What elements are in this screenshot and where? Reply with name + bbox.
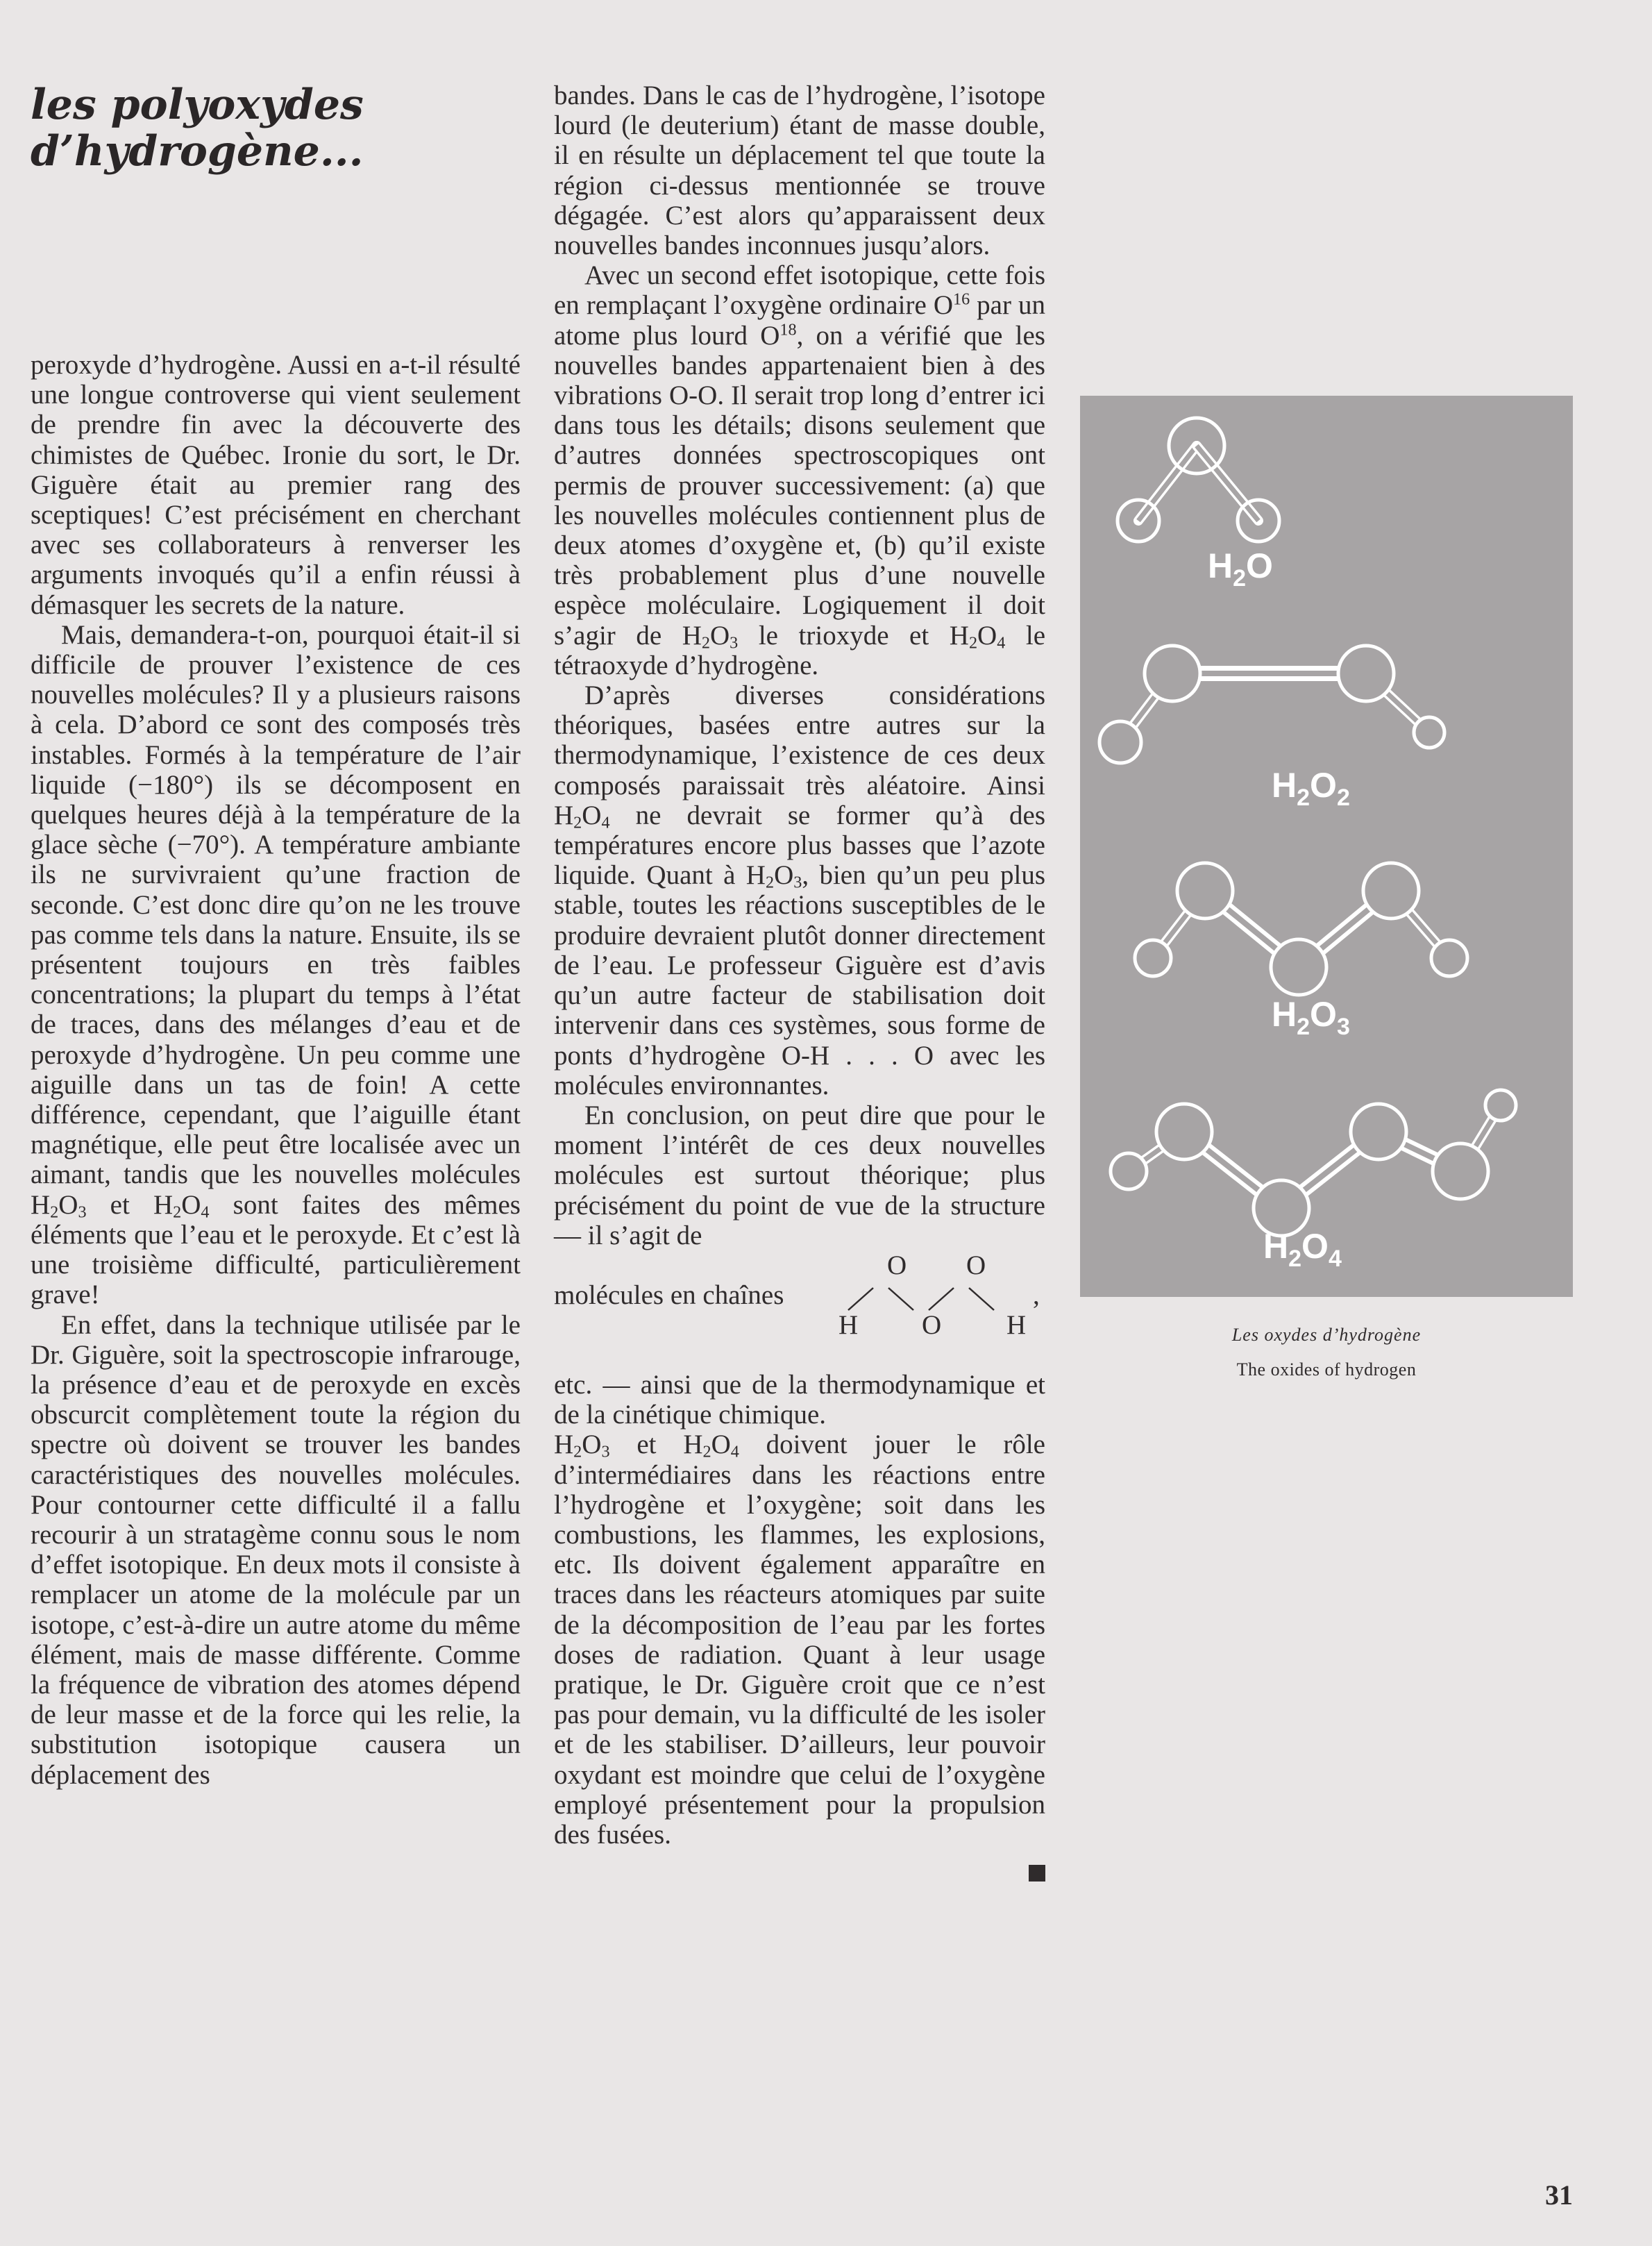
formula-h2o4: $H_2O_4$: [683, 1430, 739, 1461]
text-column-middle: [554, 81, 1045, 1886]
label-h2o: $H_2O$: [1208, 546, 1273, 592]
molecule-figure: [1080, 396, 1573, 1297]
formula-h2o3: $H_2O_3$: [745, 860, 802, 892]
chain-o-right: O: [966, 1250, 986, 1280]
end-mark: [1029, 1865, 1045, 1882]
formula-h2o4: $H_2O_4$: [153, 1189, 210, 1221]
text-column-left: [31, 350, 521, 1790]
chain-h-left: H: [838, 1309, 859, 1340]
chain-o-left: O: [887, 1250, 907, 1280]
formula-h2o3: $H_2O_3$: [554, 1430, 610, 1461]
label-h2o2: $H_2O_2$: [1272, 766, 1350, 811]
paragraph: D’après diverses considérations théoriques, basées entre autres sur la thermodynamique, l’existence de ces deux composés paraissait très aléatoire. Ainsi $H_2O_4$ ne devrait se former qu’à des températures encore plus basses que l’azote liquide. Quant à $H_2O_3$, bien qu’un peu plus stable, toutes les réactions susceptibles de le produire devraient plutôt donner directement de l’eau. Le professeur Giguère est d’avis qu’un autre facteur de stabilisation doit intervenir dans ces systèmes, sous forme de ponts d’hydrogène O-H . . . O avec les molécules environnantes.: [554, 680, 1046, 1100]
figure-caption-french: Les oxydes d’hydrogène: [1231, 1325, 1422, 1345]
formula-h2o3: $H_2O_3$: [31, 1189, 87, 1221]
paragraph: En conclusion, on peut dire que pour le moment l’intérêt de ces deux nouvelles molécules est surtout théorique; plus précisément du point de vue de la structure — il s’agit de: [554, 1100, 1045, 1250]
paragraph: etc. — ainsi que de la thermodynamique et de la cinétique chimique.: [554, 1369, 1045, 1430]
page-number: 31: [1545, 2179, 1573, 2211]
formula-h2o4: $H_2O_4$: [949, 620, 1006, 652]
molecule-diagrams: [1080, 396, 1573, 1297]
paragraph: Avec un second effet isotopique, cette fois en remplaçant l’oxygène ordinaire $O^{16}$ par un atome plus lourd $O^{18}$, on a vérifié que les nouvelles bandes appartenaient bien à des vibrations O-O. Il serait trop long d’entrer ici dans tous les détails; disons seulement que d’autres données spectroscopiques ont permis de prouver successivement: (a) que les nouvelles molécules contiennent plus de deux atomes d’oxygène et, (b) qu’il existe très probablement plus d’une nouvelle espèce moléculaire. Logiquement il doit s’agir de $H_2O_3$ le trioxyde et $H_2O_4$ le tétraoxyde d’hydrogène.: [554, 260, 1046, 680]
label-h2o3: $H_2O_3$: [1272, 995, 1350, 1040]
article-title: les polyoxydes d’hydrogène...: [31, 81, 364, 176]
paragraph: Mais, demandera-t-on, pourquoi était-il si difficile de prouver l’existence de ces nouvelles molécules? Il y a plusieurs raisons à cela. D’abord ce sont des composés très instables. Formés à la température de l’air liquide (−180°) ils se décomposent en quelques heures déjà à la température de la glace sèche (−70°). A température ambiante ils ne survivraient qu’une fraction de seconde. C’est donc dire qu’on ne les trouve pas comme tels dans la nature. Ensuite, ils se présentent toujours en très faibles concentrations; la plupart du temps à l’état de traces, dans des mélanges d’eau et de peroxyde d’hydrogène. Un peu comme une aiguille dans un tas de foin! A cette différence, cependant, que l’aiguille étant magnétique, elle peut être localisée avec un aimant, tandis que les nouvelles molécules $H_2O_3$ et $H_2O_4$ sont faites des mêmes éléments que l’eau et le peroxyde. Et c’est là une troisième difficulté, particulièrement grave!: [31, 619, 521, 1310]
formula-h2o4: $H_2O_4$: [554, 800, 610, 832]
chain-h-right: H: [1006, 1309, 1027, 1340]
chain-bonds: [845, 1285, 998, 1313]
label-h2o4: $H_2O_4$: [1263, 1227, 1342, 1272]
paragraph: En effet, dans la technique utilisée par le Dr. Giguère, soit la spectroscopie infrarouge, la présence d’eau et de peroxyde en excès obscurcit complètement toute la région du spectre où doivent se trouver les bandes caractéristiques des nouvelles molécules. Pour contourner cette difficulté il a fallu recourir à un stratagème connu sous le nom d’effet isotopique. En deux mots il consiste à remplacer un atome de la molécule par un isotope, c’est-à-dire un autre atome du même élément, mais de masse différente. Comme la fréquence de vibration des atomes dépend de leur masse et de la force qui les relie, la substitution isotopique causera un déplacement des: [31, 1309, 521, 1790]
paragraph: peroxyde d’hydrogène. Aussi en a-t-il résulté une longue controverse qui vient seulement de prendre fin avec la découverte des chimistes de Québec. Ironie du sort, le Dr. Giguère était au premier rang des sceptiques! C’est précisément en cherchant avec ses collaborateurs à renverser les arguments invoqués qu’il a enfin réussi à démasquer les secrets de la nature.: [31, 350, 521, 620]
chain-o-mid: O: [922, 1309, 942, 1340]
formula-h2o3: $H_2O_3$: [682, 620, 739, 652]
molecule-h2o3: [1135, 863, 1467, 1040]
paragraph: $H_2O_3$ et $H_2O_4$ doivent jouer le rôle d’intermédiaires dans les réactions entre l’hydrogène et l’oxygène; soit dans les combustions, les flammes, les explosions, etc. Ils doivent également apparaître en traces dans les réacteurs atomiques par suite de la décomposition de l’eau par les fortes doses de radiation. Quant à leur usage pratique, le Dr. Giguère croit que ce n’est pas pour demain, vu la difficulté de les isoler et de les stabiliser. D’ailleurs, leur pouvoir oxydant est moindre que celui de l’oxygène employé présentement pour la propulsion des fusées.: [554, 1430, 1045, 1850]
isotope-o18: $O^{18}$: [760, 320, 797, 351]
chain-formula: [554, 1250, 1045, 1370]
figure-caption-english: The oxides of hydrogen: [1236, 1359, 1417, 1380]
chain-comma: ,: [1033, 1280, 1040, 1310]
molecule-h2o4: [1111, 1090, 1516, 1272]
molecule-h2o2: [1099, 646, 1444, 811]
isotope-o16: $O^{16}$: [933, 290, 970, 321]
chain-label: molécules en chaînes: [554, 1280, 784, 1310]
molecule-h2o: [1118, 418, 1279, 592]
paragraph: bandes. Dans le cas de l’hydrogène, l’isotope lourd (le deuterium) étant de masse double, il en résulte un déplacement tel que toute la région ci-dessus mentionnée se trouve dégagée. C’est alors qu’apparaissent deux nouvelles bandes inconnues jusqu’alors.: [554, 81, 1045, 261]
